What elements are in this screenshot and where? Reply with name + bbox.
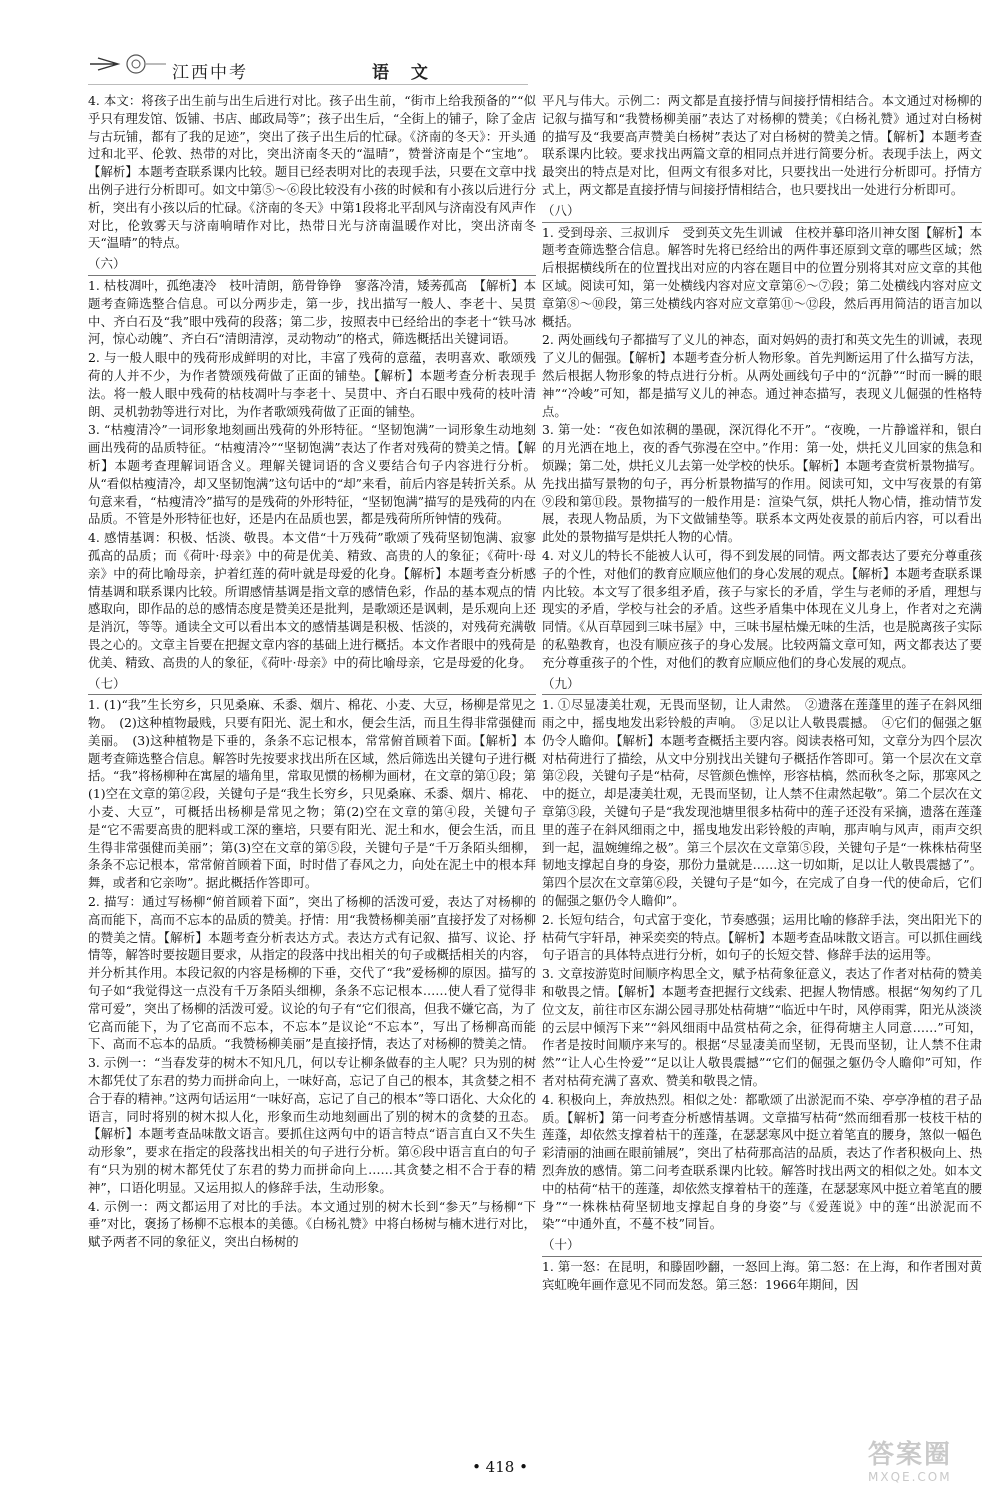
section-heading-6: （六） (88, 255, 536, 276)
answer-item: 4. 对义儿的特长不能被人认可，得不到发展的同情。两文都表达了要充分尊重孩子的个性，对他们的教育应顺应他们的身心发展的观点。【解析】本题考查联系课内比较。本文写了很多组矛盾，孩子与家长的矛盾，学生与老师的矛盾，理想与现实的矛盾，学校与社会的矛盾。这些矛盾集中体现在义儿身上，作者对之充满同情。《从百草园到三味书屋》中，三味书屋枯燥无味的生活，也是脱离孩子实际的私塾教育，也没有顺应孩子的身心发展。比较两篇文章可知，两文都表达了要充分尊重孩子的个性，对他们的教育应顺应他们的身心发展的观点。 (542, 547, 982, 670)
answer-item: 4. 积极向上，奔放热烈。相似之处：都歌颂了出淤泥而不染、亭亭净植的君子品质。【解析】第一问考查分析感情基调。文章描写枯荷“然而细看那一枝枝干枯的莲蓬，却依然支撑着枯干的莲蓬，在瑟瑟寒风中挺立着笔直的腰身，煞似一幅色彩清丽的油画在眼前铺展”，突出了枯荷那高洁的品质，表达了作者积极向上、热烈奔放的感情。第二问考查联系课内比较。解答时找出两文的相似之处。如本文中的枯荷“枯干的莲蓬，却依然支撑着枯干的莲蓬，在瑟瑟寒风中挺立着笔直的腰身”“一株株枯荷坚韧地支撑起自身的身姿”与《爱莲说》中的莲“出淤泥而不染”“中通外直，不蔓不枝”同旨。 (542, 1091, 982, 1232)
brand-title: 江西中考 (172, 63, 248, 83)
answer-item: 平凡与伟大。示例二：两文都是直接抒情与间接抒情相结合。本文通过对杨柳的记叙与描写和“我赞杨柳美丽”表达了对杨柳的赞美；《白杨礼赞》通过对白杨树的描写及“我要高声赞美白杨树”表达了对白杨树的赞美之情。【解析】本题考查联系课内比较。要求找出两篇文章的相同点并进行简要分析。表现手法上，两文最突出的特点是对比，但两文有很多对比，只要找出一处进行分析即可。抒情方式上，两文都是直接抒情与间接抒情相结合，也只要找出一处进行分析即可。 (542, 93, 982, 197)
watermark-domain: MXQE.COM (868, 1470, 952, 1484)
section-heading-10: （十） (542, 1236, 982, 1257)
answer-item: 3. 第一处：“夜色如浓稠的墨砚，深沉得化不开”。“夜晚，一片静谧祥和，银白的月光洒在地上，夜的香气弥漫在空中。”作用：第一处，烘托义儿回家的焦急和烦躁；第二处，烘托义儿去第一处学校的快乐。【解析】本题考查赏析景物描写。先找出描写景物的句子，再分析景物描写的作用。阅读可知，文中写夜景的有第⑨段和第⑪段。景物描写的一般作用是：渲染气氛，烘托人物心情，推动情节发展，表现人物品质，为下文做铺垫等。联系本文两处夜景的前后内容，可以看出此处的景物描写是烘托人物的心情。 (542, 422, 982, 545)
answer-item: 4. 本文：将孩子出生前与出生后进行对比。孩子出生前，“街市上给我预备的”“似乎只有理发馆、饭铺、书店、邮政局等”；孩子出生后，“全街上的铺子，除了金店与古玩铺，都有了我的足迹”，突出了孩子出生后的忙碌。《济南的冬天》：开头通过和北平、伦敦、热带的对比，突出济南冬天的“温晴”，赞誉济南是个“宝地”。【解析】本题考查联系课内比较。题目已经表明对比的表现手法，只要在文章中找出例子进行分析即可。如文中第⑤～⑥段比较没有小孩的时候和有小孩以后进行分析，突出有小孩以后的忙碌。《济南的冬天》中第1段将北平刮风与济南没有风声作对比，伦敦雾天与济南响晴作对比，热带日光与济南温暖作对比，突出济南冬天“温晴”的特点。 (88, 93, 536, 251)
answer-item: 1. (1)“我”生长穷乡，只见桑麻、禾黍、烟片、棉花、小麦、大豆，杨柳是常见之物。 (2)这种植物最贱，只要有阳光、泥土和水，便会生活，而且生得非常强健而美丽。 (3)这种植物是下垂的，条条不忘记根本，常常俯首顾着下面。【解析】本题考查筛选整合信息。解答时先按要求找出所在区域，然后筛选出关键句子进行概括。“我”将杨柳种在寓屋的墙角里，常取见惯的杨柳为画材，在文章的第①段；第(1)空在文章的第②段，关键句子是“我生长穷乡，只见桑麻、禾黍、烟片、棉花、小麦、大豆”，可概括出杨柳是常见之物；第(2)空在文章的第④段，关键句子是“它不需要高贵的肥料或工深的壅培，只要有阳光、泥土和水，便会生活，而且生得非常强健而美丽”；第(3)空在文章的第⑤段，关键句子是“千万条陌头细柳，条条不忘记根本，常常俯首顾着下面，时时借了春风之力，向处在泥土中的根本拜舞，或者和它亲吻”。据此概括作答即可。 (88, 697, 536, 891)
answer-item: 1. 第一怒：在昆明，和滕固吵翻，一怒回上海。第二怒：在上海，和作者围对黄宾虹晚年画作意见不同而发怒。第三怒：1966年期间，因 (542, 1259, 982, 1292)
watermark-logo (868, 1440, 988, 1490)
answer-item: 4. 示例一：两文都运用了对比的手法。本文通过别的树木长到“参天”与杨柳“下垂”对比，褒扬了杨柳不忘根本的美德。《白杨礼赞》中将白杨树与楠木进行对比，赋予两者不同的象征义，突出白杨树的 (88, 1198, 536, 1250)
section-heading-7: （七） (88, 675, 536, 696)
answer-item: 2. 两处画线句子都描写了义儿的神态，面对妈妈的责打和英文先生的训诫，表现了义儿的倔强。【解析】本题考查分析人物形象。首先判断运用了什么描写方法，然后根据人物形象的特点进行分析。从两处画线句子中的“沉静”“时而一瞬的眼神”“冷峻”可知，都是描写义儿的神态。通过神态描写，表现义儿倔强的性格特点。 (542, 332, 982, 419)
header-divider (88, 84, 528, 85)
page-number: • 418 • (472, 1458, 528, 1476)
section-heading-8: （八） (542, 202, 982, 223)
page-header (0, 0, 1000, 90)
answer-item: 2. 长短句结合，句式富于变化，节奏感强；运用比喻的修辞手法，突出阳光下的枯荷气宇轩昂，神采奕奕的特点。【解析】本题考查品味散文语言。可以抓住画线句子语言的具体特点进行分析，如句子的长短交替、修辞手法的运用等。 (542, 911, 982, 963)
subject-title: 语 文 (372, 63, 436, 83)
section-heading-9: （九） (542, 675, 982, 696)
answer-item: 4. 感情基调：积极、恬淡、敬畏。本文借“十万残荷”歌颂了残荷坚韧饱满、寂寥孤高的品质；而《荷叶·母亲》中的荷是优美、精致、高贵的人的象征；《荷叶·母亲》中的荷比喻母亲，护着红莲的荷叶就是母爱的化身。【解析】本题考查分析感情基调和联系课内比较。所谓感情基调是指文章的感情色彩，作品的基本观点的情感取向，即作品的总的感情态度是赞美还是批判，是歌颂还是讽刺，是乐观向上还是消沉，等等。通读全文可以看出本文的感情基调是积极、恬淡的，对残荷充满敬畏之心的。文章主旨要在把握文章内容的基础上进行概括。本文作者眼中的残荷是优美、精致、高贵的人的象征，《荷叶·母亲》中的荷比喻母亲，它是母爱的化身。 (88, 530, 536, 670)
answer-item: 1. 受到母亲、三叔训斥 受到英文先生训诫 住校并摹印洛川神女图【解析】本题考查筛选整合信息。解答时先将已经给出的两件事还原到文章的哪些区域；然后根据横线所在的位置找出对应的内容在题目中的位置分别将其对应文章的其他区域。阅读可知，第一处横线内容对应文章第⑥～⑦段；第二处横线内容对应文章第⑧～⑩段，第三处横线内容对应文章第⑪～⑫段，然后再用简洁的语言加以概括。 (542, 224, 982, 329)
answer-item: 2. 描写：通过写杨柳“俯首顾着下面”，突出了杨柳的活泼可爱，表达了对杨柳的高而能下，高而不忘本的品质的赞美。抒情：用“我赞杨柳美丽”直接抒发了对杨柳的赞美之情。【解析】本题考查分析表达方式。表达方式有记叙、描写、议论、抒情等，解答时要按题目要求，从指定的段落中找出相关的句子或概括相关的内容，并分析其作用。本段记叙的内容是杨柳的下垂，交代了“我”爱杨柳的原因。描写的句子如“我觉得这一点没有千万条陌头细柳，条条不忘记根本……使人看了觉得非常可爱”，突出了杨柳的活泼可爱。议论的句子有“它们很高，但我不嫌它高，为了它高而能下，为了它高而不忘本，不忘本”是议论“不忘本”，写出了杨柳高而能下、高而不忘本的品质。“我赞杨柳美丽”是直接抒情，表达了对杨柳的赞美之情。 (88, 894, 536, 1052)
watermark-main: 答案圈 (868, 1440, 953, 1470)
compass-logo-icon (88, 52, 168, 76)
answer-item: 1. ①尽显凄美壮观，无畏而坚韧，让人肃然。 ②遗落在莲蓬里的莲子在斜风细雨之中，摇曳地发出彩铃般的声响。 ③足以让人敬畏震撼。 ④它们的倔强之躯仍令人瞻仰。【解析】本题考查概括主要内容。阅读表格可知，文章分为四个层次对枯荷进行了描绘，从文中分别找出关键句子概括作答即可。第一个层次在文章第②段，关键句子是“枯荷，尽管颜色憔悴，形容枯槁，然而秋冬之际，那寒风之中的挺立，却是凄美壮观，无畏而坚韧，让人禁不住肃然起敬”。第二个层次在文章第③段，关键句子是“我发现池塘里很多枯荷中的莲子还没有采摘，遗落在莲蓬里的莲子在斜风细雨之中，摇曳地发出彩铃般的声响，那声响与风声，雨声交织到一起，温婉缠绵之极”。第三个层次在文章第⑤段，关键句子是“一株株枯荷坚韧地支撑起自身的身姿，那份力量就是……这一切如斯，足以让人敬畏震撼了”。第四个层次在文章第⑥段，关键句子是“如今，在完成了自身一代的使命后，它们的倔强之躯仍令人瞻仰”。 (542, 697, 982, 909)
right-column (542, 92, 982, 1447)
answer-item: 3. “枯瘦清冷”一词形象地刻画出残荷的外形特征。“坚韧饱满”一词形象生动地刻画出残荷的品质特征。“枯瘦清冷”“坚韧饱满”表达了作者对残荷的赞美之情。【解析】本题考查理解词语含义。理解关键词语的含义要结合句子内容进行分析。从“看似枯瘦清冷，却又坚韧饱满”这句话中的“却”来看，前后内容是转折关系。从句意来看，“枯瘦清冷”描写的是残荷的外形特征，“坚韧饱满”描写的是残荷的内在品质。不管是外形特征也好，还是内在品质也罢，都是残荷所所钟情的残荷。 (88, 422, 536, 527)
answer-item: 2. 与一般人眼中的残荷形成鲜明的对比，丰富了残荷的意蕴，表明喜欢、歌颂残荷的人并不少，为作者赞颂残荷做了正面的铺垫。【解析】本题考查分析表现手法。将一般人眼中残荷的枯枝凋叶与李老十、吴贯中、齐白石眼中残荷的枝叶清朗、灵机勃勃等进行对比，为作者歌颂残荷做了正面的铺垫。 (88, 350, 536, 419)
answer-item: 3. 文章按游览时间顺序构思全文，赋予枯荷象征意义，表达了作者对枯荷的赞美和敬畏之情。【解析】本题考查把握行文线索、把握人物情感。根据“匆匆约了几位文友，前往市区东湖公园寻那处枯荷塘”“临近中午时，风停雨霁，阳光从淡淡的云层中倾泻下来”“斜风细雨中品赏枯荷之余，征得荷塘主人同意……”可知，作者是按时间顺序来写的。根据“尽显凄美而坚韧，无畏而坚韧，让人禁不住肃然”“让人心生怜爱”“足以让人敬畏震撼”“它们的倔强之躯仍令人瞻仰”可知，作者对枯荷充满了喜欢、赞美和敬畏之情。 (542, 966, 982, 1089)
answer-item: 3. 示例一：“当春发芽的树木不知凡几，何以专让柳条做春的主人呢？只为别的树木都凭仗了东君的势力而拼命向上，一味好高，忘记了自己的根本，其贪婪之相不合于春的精神。”这两句话运用“一味好高，忘记了自己的根本”等口语化、大众化的语言，同时将别的树木拟人化，形象而生动地刻画出了别的树木的贪婪的丑态。【解析】本题考查品味散文语言。要抓住这两句中的语言特点“语言直白又不失生动形象”，要求在指定的段落找出相关的句子进行分析。第⑥段中语言直白的句子有“只为别的树木都凭仗了东君的势力而拼命向上……其贪婪之相不合于春的精神”，口语化明显。又运用拟人的修辞手法，生动形象。 (88, 1055, 536, 1195)
left-column (88, 92, 536, 1447)
answer-item: 1. 枯枝凋叶，孤绝凄冷 枝叶清朗，筋骨铮铮 寥落冷清，矮莠孤高 【解析】本题考查筛选整合信息。可以分两步走，第一步，找出描写一般人、李老十、吴贯中、齐白石及“我”眼中残荷的段落；第二步，按照表中已经给出的李老十“铁马冰河，惊心动魄”、齐白石“清朗清淳，灵动物动”的格式，筛选概括出关键词语。 (88, 277, 536, 347)
